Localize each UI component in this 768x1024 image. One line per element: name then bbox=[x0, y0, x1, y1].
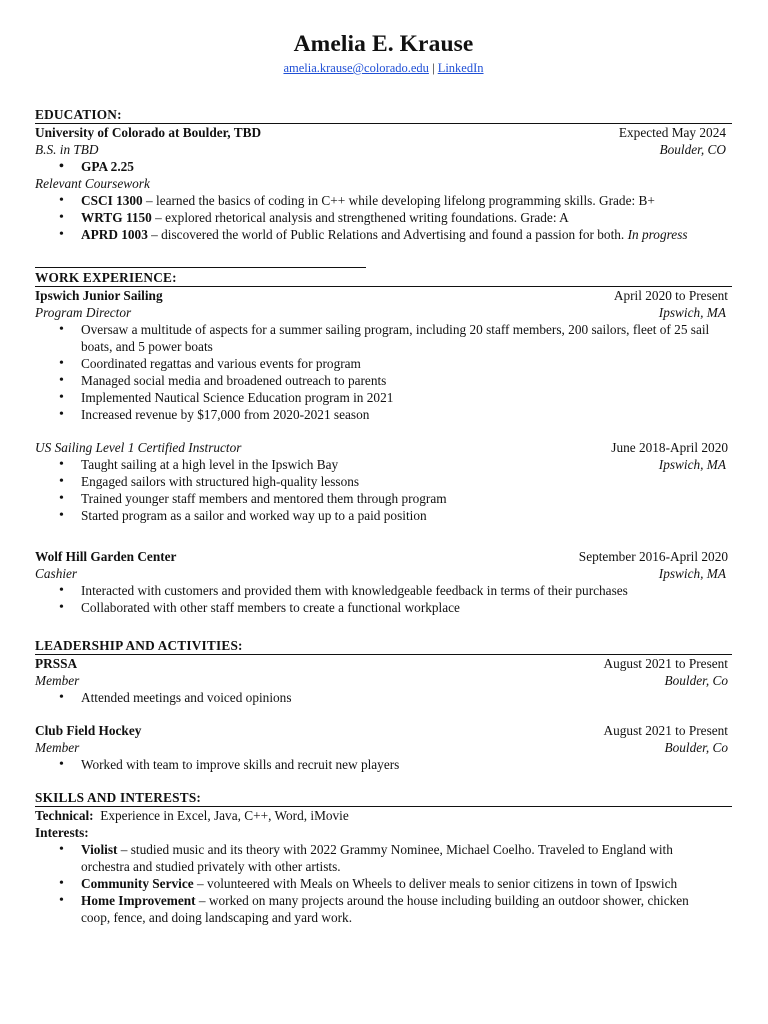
technical-value: Experience in Excel, Java, C++, Word, iMovie bbox=[93, 808, 349, 823]
course-list bbox=[35, 192, 732, 243]
job-header-row bbox=[35, 439, 732, 456]
interests-list bbox=[35, 841, 732, 926]
interest-name: Home Improvement bbox=[81, 893, 196, 908]
job-location: Ipswich, MA bbox=[658, 305, 726, 320]
job-org: Wolf Hill Garden Center bbox=[35, 549, 177, 564]
course-desc: – learned the basics of coding in C++ while developing lifelong programming skills. Grade: B+ bbox=[142, 193, 655, 208]
activity-role: Member bbox=[35, 673, 80, 688]
activity-bullets bbox=[35, 756, 732, 773]
job-header-row bbox=[35, 287, 732, 304]
activity-org: PRSSA bbox=[35, 656, 78, 671]
activity-date: August 2021 to Present bbox=[603, 723, 728, 738]
interest-desc: – worked on many projects around the house including building an outdoor shower, chicken coop, fence, and doing landscaping and yard work. bbox=[81, 893, 689, 925]
job-location: Ipswich, MA bbox=[658, 457, 726, 472]
contact-separator: | bbox=[428, 61, 438, 75]
job-role-row bbox=[35, 304, 732, 321]
bullet-text: Taught sailing at a high level in the Ipswich Bay bbox=[81, 457, 339, 472]
list-item: • Managed social media and broadened outreach to parents bbox=[35, 372, 732, 389]
list-item: • Attended meetings and voiced opinions bbox=[35, 689, 732, 706]
list-item: • Worked with team to improve skills and recruit new players bbox=[35, 756, 732, 773]
degree: B.S. in TBD bbox=[35, 142, 99, 157]
activity-role: Member bbox=[35, 740, 80, 755]
course-note: In progress bbox=[627, 227, 688, 242]
education-section bbox=[35, 106, 732, 243]
leadership-section bbox=[35, 637, 732, 773]
resume-name: Amelia E. Krause bbox=[293, 31, 474, 57]
contact-line bbox=[35, 61, 732, 76]
education-title: EDUCATION: bbox=[35, 107, 122, 122]
education-date: Expected May 2024 bbox=[618, 125, 726, 140]
list-item: • Started program as a sailor and worked way up to a paid position bbox=[35, 507, 732, 524]
list-item bbox=[35, 456, 732, 473]
job-bullets bbox=[35, 456, 732, 524]
skills-title: SKILLS AND INTERESTS: bbox=[35, 790, 202, 805]
school-name: University of Colorado at Boulder, TBD bbox=[35, 125, 262, 140]
gpa-item: • GPA 2.25 bbox=[35, 158, 732, 175]
job-date: September 2016-April 2020 bbox=[578, 549, 728, 564]
degree-row bbox=[35, 141, 732, 158]
interest-desc: – volunteered with Meals on Wheels to deliver meals to senior citizens in town of Ipswich bbox=[193, 876, 678, 891]
activity-header-row bbox=[35, 722, 732, 739]
list-item bbox=[35, 192, 732, 209]
course-desc: – explored rhetorical analysis and strengthened writing foundations. Grade: A bbox=[151, 210, 569, 225]
activity-date: August 2021 to Present bbox=[603, 656, 728, 671]
list-item: • Collaborated with other staff members to create a functional workplace bbox=[35, 599, 732, 616]
activity-role-row bbox=[35, 739, 732, 756]
technical-row bbox=[35, 807, 732, 824]
list-item bbox=[35, 841, 732, 875]
coursework-label-text: Relevant Coursework bbox=[35, 176, 150, 191]
interests-label: Interests: bbox=[35, 825, 89, 840]
job-bullets bbox=[35, 582, 732, 616]
job-header-row bbox=[35, 548, 732, 565]
list-item bbox=[35, 892, 732, 926]
job-bullets bbox=[35, 321, 732, 423]
interest-name: Violist bbox=[81, 842, 118, 857]
leadership-title: LEADERSHIP AND ACTIVITIES: bbox=[35, 638, 243, 653]
job-date: April 2020 to Present bbox=[613, 288, 728, 303]
list-item bbox=[35, 209, 732, 226]
job-role: Cashier bbox=[35, 566, 78, 581]
interests-row bbox=[35, 824, 732, 841]
list-item: • Trained younger staff members and mentored them through program bbox=[35, 490, 732, 507]
list-item: • Interacted with customers and provided them with knowledgeable feedback in terms of their purchases bbox=[35, 582, 732, 599]
divider-line bbox=[35, 267, 366, 268]
gpa-list bbox=[35, 158, 732, 175]
job-location: Ipswich, MA bbox=[658, 566, 726, 581]
skills-section bbox=[35, 789, 732, 926]
job-role: US Sailing Level 1 Certified Instructor bbox=[35, 440, 242, 455]
list-item: • Engaged sailors with structured high-quality lessons bbox=[35, 473, 732, 490]
course-code: CSCI 1300 bbox=[81, 193, 143, 208]
education-location: Boulder, CO bbox=[659, 142, 726, 157]
activity-bullets bbox=[35, 689, 732, 706]
coursework-label bbox=[35, 175, 732, 192]
linkedin-link[interactable]: LinkedIn bbox=[437, 61, 484, 75]
technical-label: Technical: bbox=[35, 808, 94, 823]
job-date: June 2018-April 2020 bbox=[611, 440, 728, 455]
list-item bbox=[35, 226, 732, 243]
list-item: • Coordinated regattas and various events for program bbox=[35, 355, 732, 372]
interest-desc: – studied music and its theory with 2022 Grammy Nominee, Michael Coelho. Traveled to England with orchestra and studied privately with other artists. bbox=[81, 842, 673, 874]
work-section bbox=[35, 269, 732, 616]
course-code: APRD 1003 bbox=[81, 227, 148, 242]
job-org: Ipswich Junior Sailing bbox=[35, 288, 163, 303]
education-header-row bbox=[35, 124, 732, 141]
list-item: • Implemented Nautical Science Education program in 2021 bbox=[35, 389, 732, 406]
job-role: Program Director bbox=[35, 305, 132, 320]
job-role-row bbox=[35, 565, 732, 582]
list-item bbox=[35, 875, 732, 892]
course-code: WRTG 1150 bbox=[81, 210, 152, 225]
activity-location: Boulder, Co bbox=[664, 740, 728, 755]
interest-name: Community Service bbox=[81, 876, 194, 891]
activity-org: Club Field Hockey bbox=[35, 723, 142, 738]
work-title: WORK EXPERIENCE: bbox=[35, 270, 177, 285]
activity-role-row bbox=[35, 672, 732, 689]
course-desc: – discovered the world of Public Relations and Advertising and found a passion for both. bbox=[147, 227, 628, 242]
list-item: • Increased revenue by $17,000 from 2020-2021 season bbox=[35, 406, 732, 423]
activity-header-row bbox=[35, 655, 732, 672]
activity-location: Boulder, Co bbox=[664, 673, 728, 688]
list-item: • Oversaw a multitude of aspects for a summer sailing program, including 20 staff members, 200 sailors, fleet of 25 sail boats, and 5 power boats bbox=[35, 321, 732, 355]
email-link[interactable]: amelia.krause@colorado.edu bbox=[283, 61, 429, 75]
